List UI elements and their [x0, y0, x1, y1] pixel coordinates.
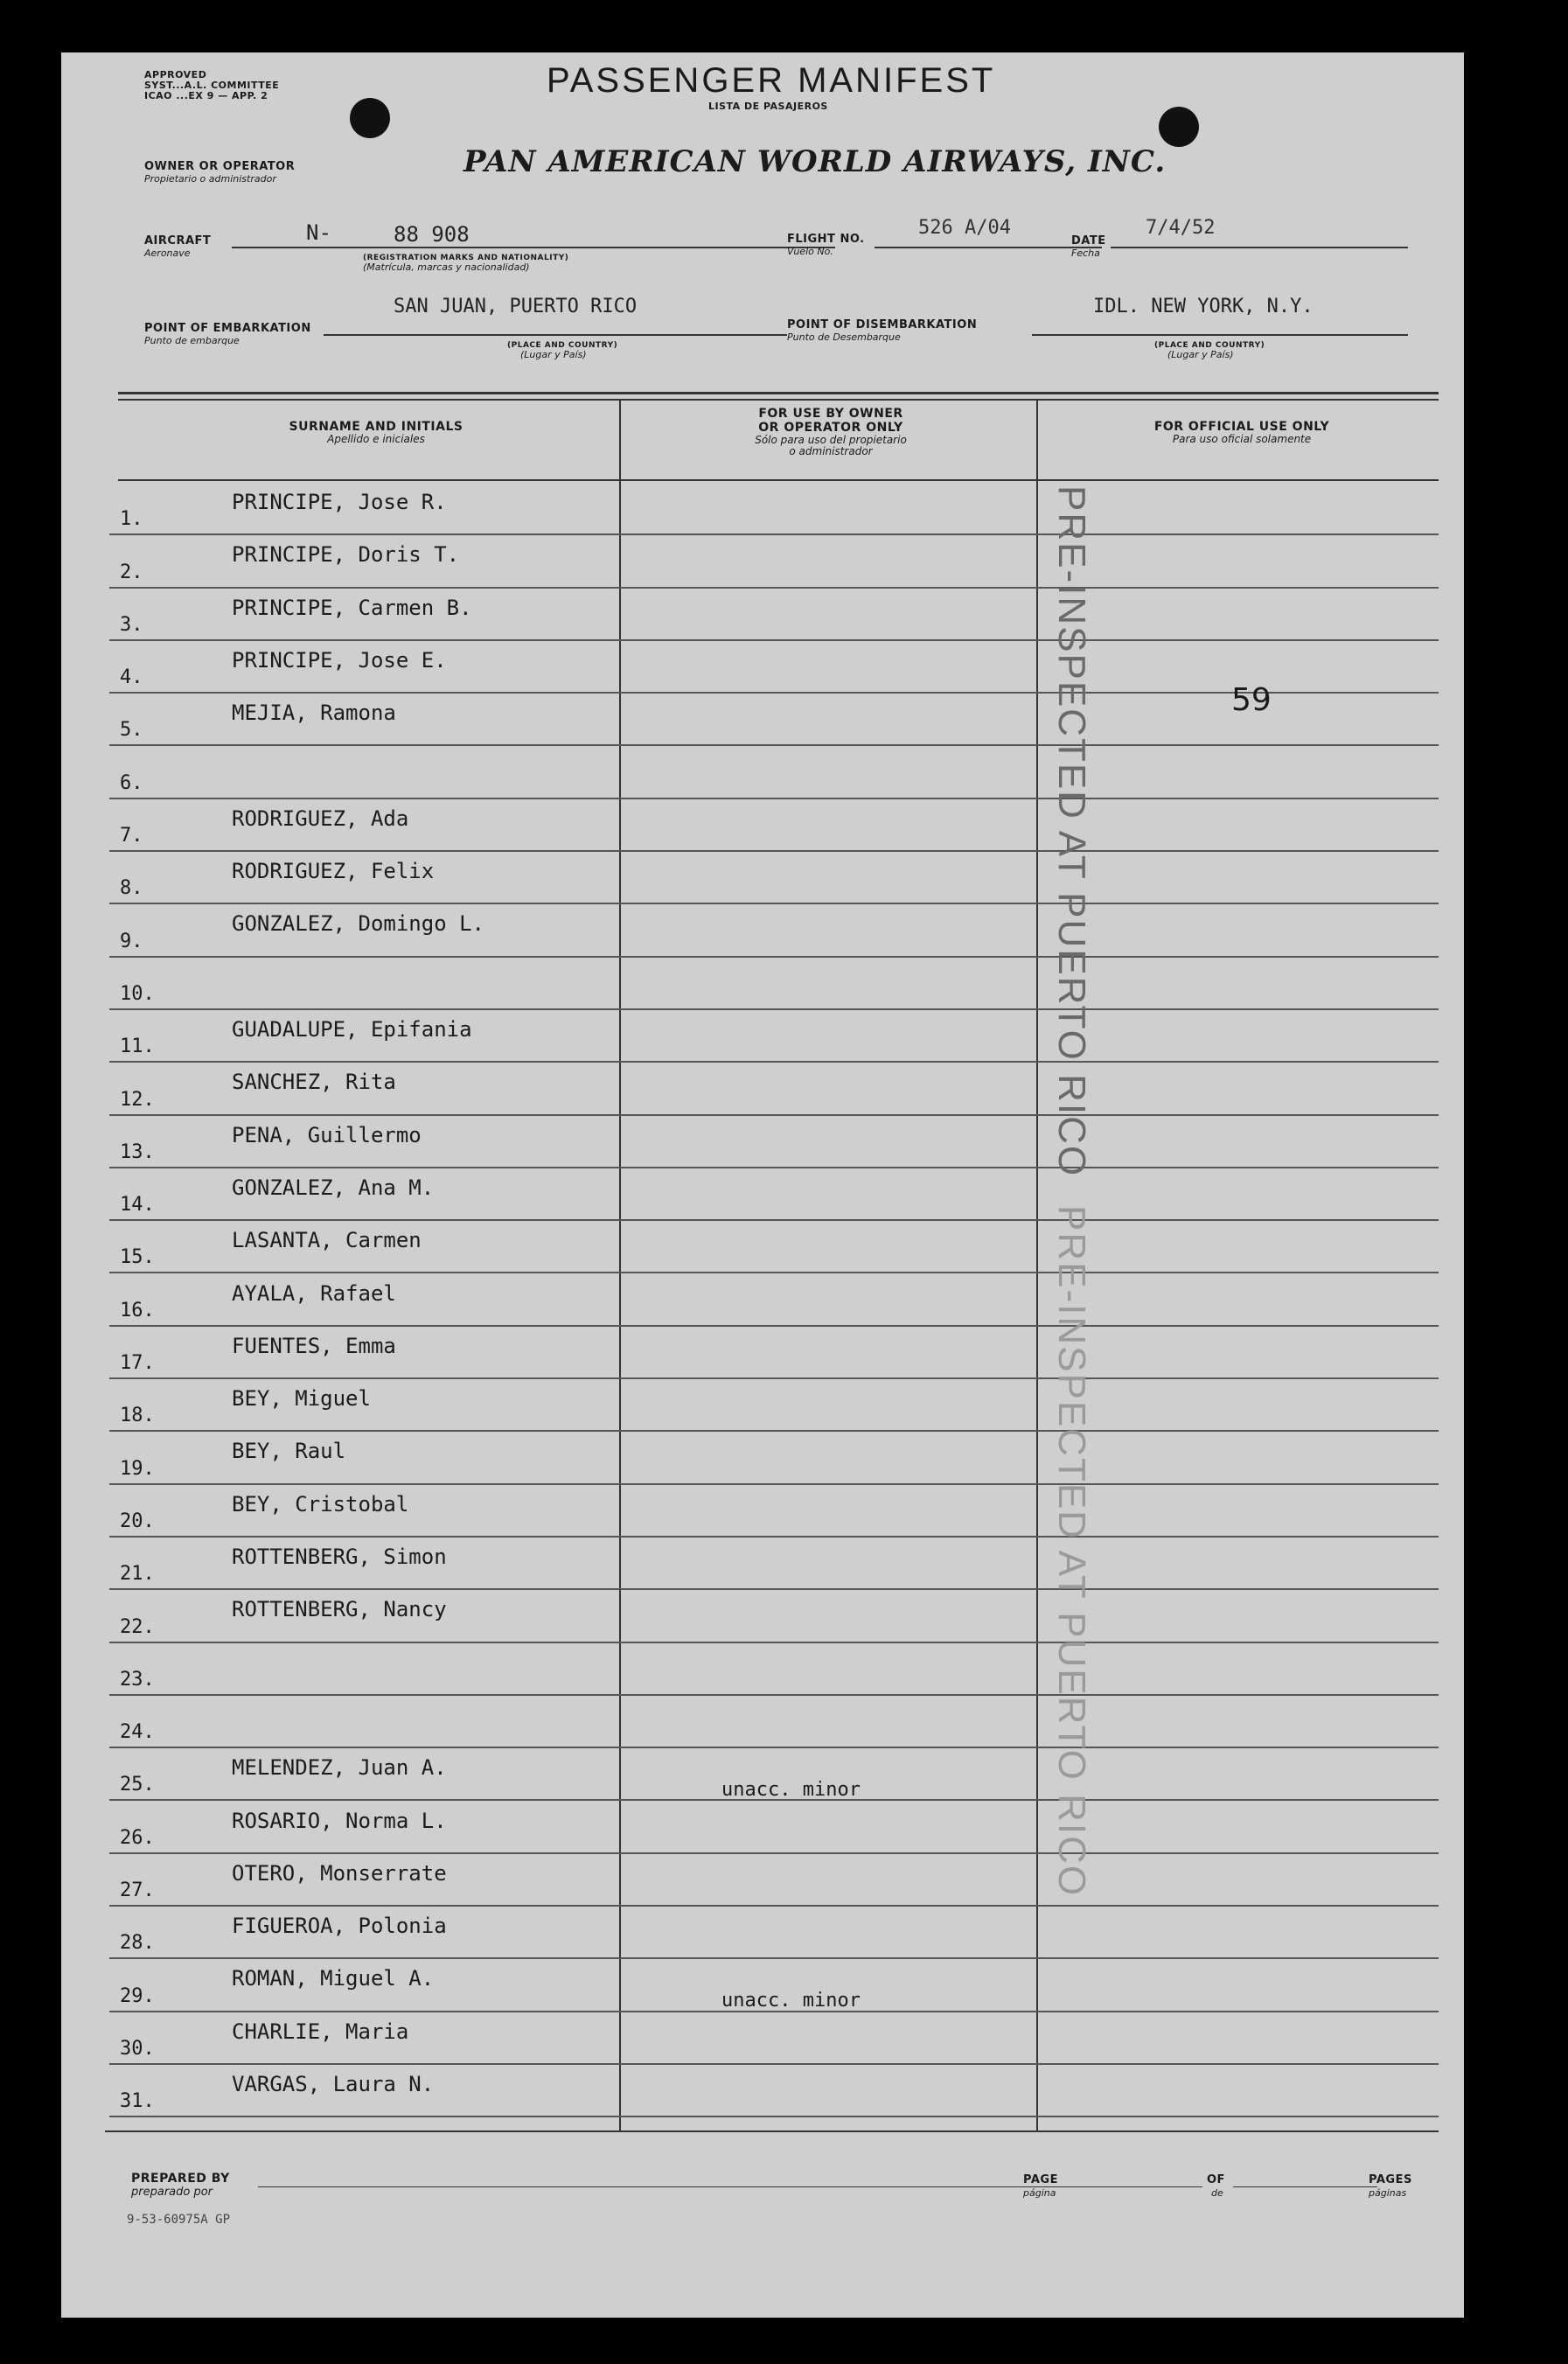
passenger-name: OTERO, Monserrate [232, 1860, 447, 1886]
embark-caption-es: (Lugar y País) [520, 349, 587, 360]
column-header-official [1058, 420, 1425, 445]
passenger-name: ROSARIO, Norma L. [232, 1808, 447, 1833]
page-label-es: página [1023, 2187, 1056, 2199]
passenger-name: ROTTENBERG, Nancy [232, 1597, 447, 1622]
pages-label: PAGES [1369, 2173, 1412, 2186]
punch-hole-left [350, 98, 390, 138]
passenger-name: PRINCIPE, Jose R. [232, 490, 447, 514]
passenger-name: RODRIGUEZ, Ada [232, 805, 409, 831]
passenger-name: MEJIA, Ramona [232, 701, 396, 726]
passenger-row [109, 533, 1439, 588]
aircraft-label: AIRCRAFT [144, 234, 212, 248]
passenger-row [109, 1905, 1439, 1959]
column-header-surname [184, 420, 568, 445]
column-header-official-label-es: Para uso oficial solamente [1172, 433, 1312, 445]
page-label: PAGE [1023, 2173, 1058, 2186]
passenger-row-number: 15. [120, 1246, 155, 1269]
embark-line [324, 334, 787, 336]
passenger-row [109, 1061, 1439, 1115]
passenger-row [109, 1377, 1439, 1432]
manifest-sheet [61, 52, 1464, 2318]
passenger-name: RODRIGUEZ, Felix [232, 859, 435, 884]
passenger-row [109, 1114, 1439, 1168]
passenger-row-number: 11. [120, 1036, 155, 1058]
passenger-name: GONZALEZ, Ana M. [232, 1175, 435, 1200]
punch-hole-right [1159, 107, 1199, 147]
disembark-line [1032, 334, 1408, 336]
embark-label-es: Punto de embarque [144, 335, 240, 346]
prepared-line [258, 2186, 1089, 2187]
passenger-row-number: 13. [120, 1140, 155, 1163]
passenger-name: BEY, Raul [232, 1439, 346, 1464]
date-line [1111, 247, 1408, 248]
aircraft-caption-es: (Matrícula, marcas y nacionalidad) [363, 262, 530, 273]
passenger-name: BEY, Miguel [232, 1386, 371, 1412]
date-value: 7/4/52 [1146, 217, 1216, 239]
passenger-name: FIGUEROA, Polonia [232, 1914, 447, 1939]
passenger-row [109, 1219, 1439, 1273]
passenger-name: GONZALEZ, Domingo L. [232, 911, 484, 937]
passenger-row-number: 16. [120, 1299, 155, 1321]
column-header-owner [638, 407, 1023, 457]
date-label: DATE [1071, 234, 1106, 248]
page-title-es: LISTA DE PASAJEROS [708, 101, 828, 112]
flight-label-es: Vuelo No. [787, 246, 833, 257]
passenger-row [109, 481, 1439, 535]
disembark-caption: (PLACE AND COUNTRY) [1154, 341, 1265, 350]
approval-line: APPROVED [144, 69, 207, 80]
passenger-row-number: 10. [120, 982, 155, 1005]
passenger-row-number: 26. [120, 1826, 155, 1849]
passenger-name: GUADALUPE, Epifania [232, 1017, 472, 1042]
passenger-name: MELENDEZ, Juan A. [232, 1755, 447, 1781]
passenger-row-number: 28. [120, 1932, 155, 1955]
of-label-es: de [1211, 2187, 1223, 2199]
passenger-row [109, 1430, 1439, 1484]
approval-line: ICAO ...EX 9 — APP. 2 [144, 90, 268, 101]
passenger-row [109, 1273, 1439, 1327]
table-top-rule-2 [118, 399, 1439, 401]
passenger-name: VARGAS, Laura N. [232, 2072, 435, 2096]
passenger-name: PRINCIPE, Carmen B. [232, 595, 472, 620]
disembark-label: POINT OF DISEMBARKATION [787, 318, 978, 331]
passenger-name: LASANTA, Carmen [232, 1228, 422, 1253]
passenger-row [109, 587, 1439, 641]
aircraft-value: 88 908 [394, 222, 470, 247]
passenger-name: ROTTENBERG, Simon [232, 1545, 447, 1569]
passenger-row-number: 8. [120, 877, 143, 900]
aircraft-caption: (REGISTRATION MARKS AND NATIONALITY) [363, 254, 569, 262]
passenger-row [109, 745, 1439, 799]
flight-value: 526 A/04 [918, 217, 1011, 239]
passenger-name: SANCHEZ, Rita [232, 1070, 396, 1095]
column-header-owner-es1: Sólo para uso del propietario [755, 434, 907, 446]
passenger-row [109, 1483, 1439, 1538]
passenger-row-number: 29. [120, 1984, 155, 2007]
passenger-row-number: 24. [120, 1721, 155, 1744]
pre-inspected-stamp-2: PRE-INSPECTED AT PUERTO RICO [1050, 1205, 1093, 1898]
passenger-row [109, 1167, 1439, 1221]
passenger-row-number: 18. [120, 1405, 155, 1427]
passenger-row [109, 956, 1439, 1010]
passenger-row [109, 1008, 1439, 1063]
passenger-row-number: 4. [120, 666, 143, 689]
passenger-row-number: 9. [120, 930, 143, 952]
disembark-value: IDL. NEW YORK, N.Y. [1093, 296, 1314, 317]
passenger-row [109, 850, 1439, 904]
passenger-name: PENA, Guillermo [232, 1122, 422, 1147]
passenger-row-number: 5. [120, 719, 143, 742]
passenger-row-number: 30. [120, 2037, 155, 2060]
approval-line: SYST...A.L. COMMITTEE [144, 80, 280, 91]
passenger-row-number: 1. [120, 508, 143, 531]
aircraft-label-es: Aeronave [144, 248, 191, 259]
embark-caption: (PLACE AND COUNTRY) [507, 341, 618, 350]
passenger-row-number: 12. [120, 1088, 155, 1111]
form-code: 9-53-60975A GP [127, 2213, 231, 2227]
of-label: OF [1207, 2173, 1225, 2186]
passenger-row-number: 14. [120, 1194, 155, 1217]
passenger-name: BEY, Cristobal [232, 1491, 409, 1517]
passenger-row [109, 1694, 1439, 1748]
passenger-row [109, 1325, 1439, 1379]
aircraft-prefix: N- [306, 220, 331, 245]
prepared-label: PREPARED BY [131, 2172, 230, 2186]
passenger-row-number: 22. [120, 1615, 155, 1638]
embark-value: SAN JUAN, PUERTO RICO [394, 296, 638, 317]
passenger-row [109, 1852, 1439, 1907]
passenger-name: CHARLIE, Maria [232, 2019, 409, 2044]
column-header-surname-label-es: Apellido e iniciales [327, 433, 425, 445]
column-header-owner-line2: OR OPERATOR ONLY [758, 421, 903, 435]
passenger-row [109, 1588, 1439, 1642]
passenger-row [109, 903, 1439, 957]
disembark-caption-es: (Lugar y País) [1167, 349, 1234, 360]
passenger-row-number: 2. [120, 561, 143, 583]
disembark-label-es: Punto de Desembarque [787, 331, 901, 343]
passenger-row-number: 23. [120, 1668, 155, 1691]
passenger-row [109, 1642, 1439, 1696]
of-line [1233, 2186, 1377, 2187]
owner-label-es: Propietario o administrador [144, 173, 276, 185]
prepared-label-es: preparado por [131, 2186, 213, 2199]
column-header-official-label: FOR OFFICIAL USE ONLY [1153, 420, 1330, 434]
pages-label-es: páginas [1369, 2187, 1407, 2199]
table-bottom-rule [105, 2130, 1439, 2132]
passenger-row-number: 20. [120, 1510, 155, 1532]
passenger-row-number: 21. [120, 1563, 155, 1586]
passenger-row-number: 7. [120, 825, 143, 847]
aircraft-line [232, 247, 835, 248]
passenger-row-number: 3. [120, 613, 143, 636]
passenger-note: unacc. minor [721, 1778, 861, 1801]
date-label-es: Fecha [1071, 248, 1100, 259]
passenger-row [109, 798, 1439, 852]
approval-block [144, 70, 279, 101]
passenger-name: PRINCIPE, Doris T. [232, 542, 460, 568]
passenger-row-number: 6. [120, 771, 143, 794]
flight-label: FLIGHT NO. [787, 233, 865, 246]
passenger-row-number: 25. [120, 1774, 155, 1796]
passenger-row-number: 31. [120, 2090, 155, 2113]
passenger-row-number: 17. [120, 1352, 155, 1375]
embark-label: POINT OF EMBARKATION [144, 322, 311, 335]
passenger-row [109, 2063, 1439, 2117]
column-header-surname-label: SURNAME AND INITIALS [289, 420, 463, 434]
passenger-name: PRINCIPE, Jose E. [232, 647, 447, 673]
column-header-owner-line1: FOR USE BY OWNER [758, 407, 903, 421]
passenger-note: unacc. minor [721, 1989, 861, 2012]
owner-value: PAN AMERICAN WORLD AIRWAYS, INC. [463, 144, 1167, 179]
page-line [1071, 2186, 1202, 2187]
page-title: PASSENGER MANIFEST [547, 61, 996, 100]
passenger-row-number: 27. [120, 1879, 155, 1902]
table-top-rule [118, 392, 1439, 394]
official-count: 59 [1231, 682, 1272, 718]
pre-inspected-stamp-1: PRE-INSPECTED AT PUERTO RICO [1050, 485, 1093, 1178]
passenger-name: AYALA, Rafael [232, 1280, 396, 1306]
passenger-row-number: 19. [120, 1457, 155, 1480]
passenger-row [109, 1536, 1439, 1590]
owner-label: OWNER OR OPERATOR [144, 160, 296, 173]
passenger-name: ROMAN, Miguel A. [232, 1966, 435, 1991]
column-header-owner-es2: o administrador [789, 445, 873, 457]
flight-line [875, 247, 1102, 248]
passenger-name: FUENTES, Emma [232, 1333, 396, 1358]
